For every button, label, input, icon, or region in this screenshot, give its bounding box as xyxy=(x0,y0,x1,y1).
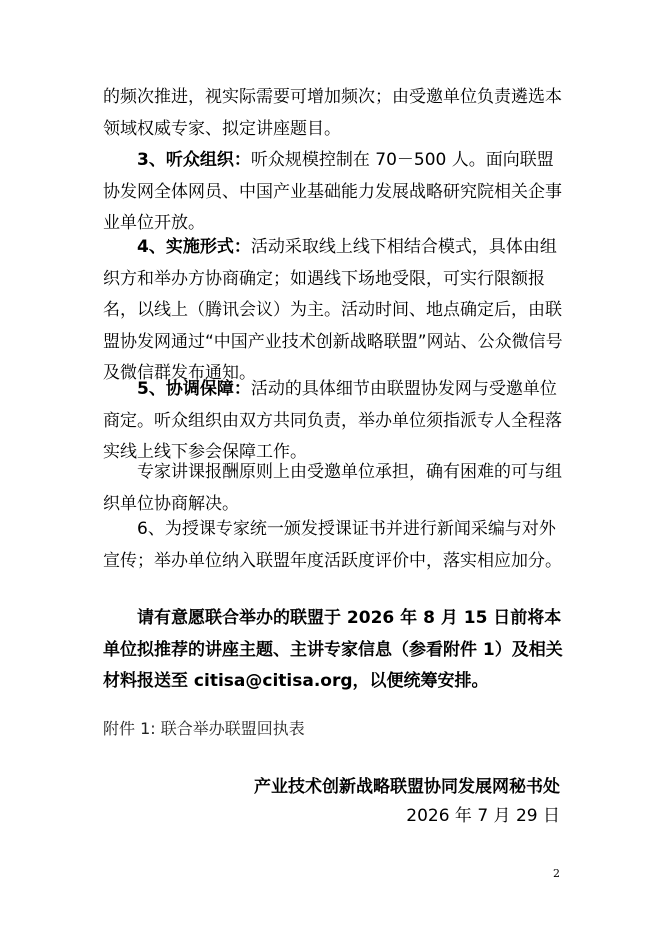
paragraph-certificate xyxy=(103,514,563,577)
paragraph-notice xyxy=(103,603,563,698)
section-heading-audience: 3、听众组织： xyxy=(137,150,251,170)
paragraph-text: 专家讲课报酬原则上由受邀单位承担，确有困难的可与组织单位协商解决。 xyxy=(103,462,562,514)
paragraph-text: 活动的具体细节由联盟协发网与受邀单位商定。听众组织由双方共同负责，举办单位须指派专人全程落实线上线下参会保障工作。 xyxy=(103,379,562,462)
signature-organization: 产业技术创新战略联盟协同发展网秘书处 xyxy=(254,777,560,797)
signature-date: 2026 年 7 月 29 日 xyxy=(406,806,560,826)
section-heading-coordination: 5、协调保障： xyxy=(137,379,251,399)
section-heading-format: 4、实施形式： xyxy=(137,237,251,257)
paragraph-format xyxy=(103,232,563,390)
paragraph-continuation xyxy=(103,82,563,145)
notice-text: 请有意愿联合举办的联盟于 2026 年 8 月 15 日前将本单位拟推荐的讲座主题、主讲专家信息（参看附件 1）及相关材料报送至 citisa@citisa.org，以便统筹安排。 xyxy=(103,608,563,691)
paragraph-fee xyxy=(103,457,563,520)
paragraph-coordination xyxy=(103,374,563,469)
page-number: 2 xyxy=(553,867,560,880)
attachment-line: 附件 1: 联合举办联盟回执表 xyxy=(103,719,305,738)
paragraph-text: 活动采取线上线下相结合模式，具体由组织方和举办方协商确定；如遇线下场地受限，可实行限额报名，以线上（腾讯会议）为主。活动时间、地点确定后，由联盟协发网通过“中国产业技术创新战略联盟”网站、公众微信号及微信群发布通知。 xyxy=(103,237,563,383)
paragraph-text: 的频次推进，视实际需要可增加频次；由受邀单位负责遴选本领域权威专家、拟定讲座题目。 xyxy=(103,87,562,139)
paragraph-text: 听众规模控制在 70－500 人。面向联盟协发网全体网员、中国产业基础能力发展战略研究院相关企事业单位开放。 xyxy=(103,150,562,233)
paragraph-text: 6、为授课专家统一颁发授课证书并进行新闻采编与对外宣传；举办单位纳入联盟年度活跃度评价中，落实相应加分。 xyxy=(103,519,562,571)
paragraph-audience xyxy=(103,145,563,240)
